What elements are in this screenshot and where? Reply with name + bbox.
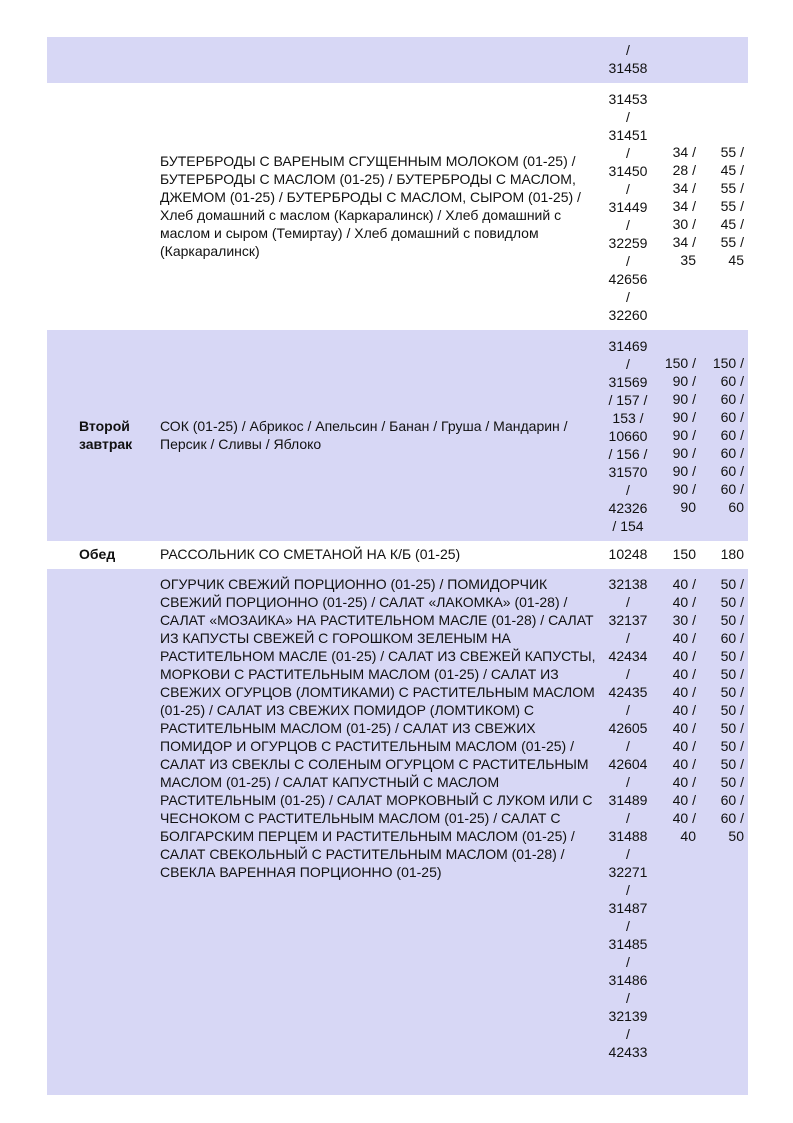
recipe-code: 153 / (612, 410, 644, 426)
portion-weight: 60 / (720, 408, 744, 425)
weight-cell-1 (653, 37, 700, 83)
portion-weight: 55 / (720, 233, 744, 250)
portion-weight: 28 / (672, 161, 696, 178)
portion-weight: 150 (672, 546, 696, 562)
meal-cell (47, 569, 154, 1095)
portion-weight: 40 / (672, 810, 696, 826)
portion-weight: 35 (680, 251, 696, 268)
portion-weight: 90 / (672, 444, 696, 461)
recipe-code: / (626, 738, 630, 754)
dish-cell: БУТЕРБРОДЫ С ВАРЕНЫМ СГУЩЕННЫМ МОЛОКОМ (01-25) / БУТЕРБРОДЫ С МАСЛОМ (01-25) / БУТЕРБРОДЫ С МАСЛОМ, ДЖЕМОМ (01-25) / БУТЕРБРОДЫ С МАСЛОМ, СЫРОМ (01-25) / Хлеб домашний с маслом (Каркаралинск) / Хлеб домашний с маслом и сыром (Темиртау) / Хлеб домашний с повидлом (Каркаралинск) (160, 152, 581, 259)
portion-weight: 50 / (720, 576, 744, 592)
portion-weight: 30 / (672, 612, 696, 628)
code-cell (603, 541, 653, 569)
portion-weight: 150 / (664, 354, 696, 371)
portion-weight: 60 / (720, 390, 744, 407)
recipe-code: / (626, 482, 630, 498)
portion-weight: 50 / (720, 774, 744, 790)
recipe-code: / (626, 666, 630, 682)
recipe-code: 42604 (608, 756, 648, 772)
portion-weight: 34 / (672, 143, 696, 160)
recipe-code: / (626, 846, 630, 862)
recipe-code: / (626, 181, 630, 197)
portion-weight: 50 / (720, 738, 744, 754)
portion-weight: 55 / (720, 143, 744, 160)
portion-weight: 60 / (720, 426, 744, 443)
portion-weight: 40 / (672, 702, 696, 718)
portion-weight: 40 / (672, 630, 696, 646)
recipe-code: 42434 (608, 648, 648, 664)
dish-cell: РАССОЛЬНИК СО СМЕТАНОЙ НА К/Б (01-25) (160, 546, 461, 562)
recipe-code: / (626, 109, 630, 125)
recipe-code: / (626, 217, 630, 233)
portion-weight: 50 / (720, 648, 744, 664)
portion-weight: 40 / (672, 576, 696, 592)
portion-weight: 50 / (720, 756, 744, 772)
recipe-code: / (626, 990, 630, 1006)
recipe-code: / 157 / (608, 392, 648, 408)
recipe-code: / (626, 594, 630, 610)
portion-weight: 180 (720, 546, 744, 562)
recipe-code: 31486 (608, 972, 648, 988)
recipe-code: 42656 (608, 271, 648, 287)
recipe-code: 32137 (608, 612, 648, 628)
code-cell (603, 37, 653, 83)
portion-weight: 60 / (720, 462, 744, 479)
portion-weight: 90 / (672, 462, 696, 479)
portion-weight: 50 / (720, 666, 744, 682)
recipe-code: 42326 (608, 500, 648, 516)
recipe-code: 31570 (608, 464, 648, 480)
portion-weight: 55 / (720, 179, 744, 196)
portion-weight: 34 / (672, 233, 696, 250)
portion-weight: 45 / (720, 215, 744, 232)
portion-weight: 40 / (672, 738, 696, 754)
recipe-code: 31453 (608, 91, 648, 107)
portion-weight: 60 / (720, 630, 744, 646)
dish-cell: ОГУРЧИК СВЕЖИЙ ПОРЦИОННО (01-25) / ПОМИДОРЧИК СВЕЖИЙ ПОРЦИОННО (01-25) / САЛАТ «ЛАКОМКА» (01-28) / САЛАТ «МОЗАИКА» НА РАСТИТЕЛЬНОМ МАСЛЕ (01-28) / САЛАТ ИЗ КАПУСТЫ СВЕЖЕЙ С ГОРОШКОМ ЗЕЛЕНЫМ НА РАСТИТЕЛЬНОМ МАСЛЕ (01-25) / САЛАТ ИЗ СВЕЖЕЙ КАПУСТЫ, МОРКОВИ С РАСТИТЕЛЬНЫМ МАСЛОМ (01-25) / САЛАТ ИЗ СВЕЖИХ ОГУРЦОВ (ЛОМТИКАМИ) С РАСТИТЕЛЬНЫМ МАСЛОМ (01-25) / САЛАТ ИЗ СВЕЖИХ ПОМИДОР (ЛОМТИКОМ) С РАСТИТЕЛЬНЫМ МАСЛОМ (01-25) / САЛАТ ИЗ СВЕЖИХ ПОМИДОР И ОГУРЦОВ С РАСТИТЕЛЬНЫМ МАСЛОМ (01-25) / САЛАТ ИЗ СВЕКЛЫ С СОЛЕНЫМ ОГУРЦОМ С РАСТИТЕЛЬНЫМ МАСЛОМ (01-25) / САЛАТ КАПУСТНЫЙ С МАСЛОМ РАСТИТЕЛЬНЫМ (01-25) / САЛАТ МОРКОВНЫЙ С ЛУКОМ ИЛИ С ЧЕСНОКОМ С РАСТИТЕЛЬНЫМ МАСЛОМ (01-25) / САЛАТ С БОЛГАРСКИМ ПЕРЦЕМ И РАСТИТЕЛЬНЫМ МАСЛОМ (01-25) / САЛАТ СВЕКОЛЬНЫЙ С РАСТИТЕЛЬНЫМ МАСЛОМ (01-28) / СВЕКЛА ВАРЕННАЯ ПОРЦИОННО (01-25) (154, 569, 603, 1095)
portion-weight: 34 / (672, 179, 696, 196)
recipe-code: 32271 (608, 864, 648, 880)
portion-weight: 50 (728, 828, 744, 844)
recipe-code: / (626, 954, 630, 970)
recipe-code: 31485 (608, 936, 648, 952)
portion-weight: 30 / (672, 215, 696, 232)
recipe-code: 31569 (608, 374, 648, 390)
portion-weight: 40 / (672, 792, 696, 808)
recipe-code: / (626, 289, 630, 305)
weight-cell-2 (700, 37, 748, 83)
weight-cell-1 (653, 83, 700, 330)
portion-weight: 60 / (720, 810, 744, 826)
recipe-code: / 154 (612, 518, 644, 534)
portion-weight: 90 / (672, 390, 696, 407)
recipe-code: / (626, 882, 630, 898)
weight-cell-1 (653, 569, 700, 1095)
portion-weight: 34 / (672, 197, 696, 214)
table-row (47, 83, 748, 330)
portion-weight: 60 / (720, 792, 744, 808)
recipe-code: 32139 (608, 1008, 648, 1024)
recipe-code: 31450 (608, 163, 648, 179)
dish-cell: СОК (01-25) / Абрикос / Апельсин / Банан / Груша / Мандарин / Персик / Сливы / Яблоко (154, 330, 603, 541)
recipe-code: / (626, 810, 630, 826)
dish-cell (154, 37, 603, 83)
recipe-code: 31488 (608, 828, 648, 844)
table-row (47, 541, 748, 569)
recipe-code: / (626, 1026, 630, 1042)
weight-cell-2 (700, 541, 748, 569)
recipe-code: 31487 (608, 900, 648, 916)
code-cell (603, 83, 653, 330)
portion-weight: 40 / (672, 684, 696, 700)
portion-weight: 40 / (672, 648, 696, 664)
portion-weight: 90 / (672, 408, 696, 425)
recipe-code: 31451 (608, 127, 648, 143)
weight-cell-2 (700, 83, 748, 330)
weight-cell-1 (653, 541, 700, 569)
weight-cell-2 (700, 330, 748, 541)
recipe-code: 32260 (608, 307, 648, 323)
recipe-code: 31489 (608, 792, 648, 808)
code-cell (603, 569, 653, 1095)
weight-cell-2 (700, 569, 748, 1095)
portion-weight: 40 / (672, 666, 696, 682)
portion-weight: 90 (680, 498, 696, 515)
recipe-code: 32138 (608, 576, 648, 592)
portion-weight: 40 (680, 828, 696, 844)
code-cell (603, 330, 653, 541)
meal-cell: Второй завтрак (47, 330, 154, 541)
recipe-code: / (626, 356, 630, 372)
recipe-code: 31458 (608, 60, 648, 76)
recipe-code: / 156 / (608, 446, 648, 462)
table-row (47, 37, 748, 83)
recipe-code: 42435 (608, 684, 648, 700)
meal-cell (47, 37, 154, 83)
recipe-code: / (626, 630, 630, 646)
recipe-code: / (626, 774, 630, 790)
portion-weight: 60 / (720, 372, 744, 389)
portion-weight: 40 / (672, 756, 696, 772)
recipe-code: 31449 (608, 199, 648, 215)
portion-weight: 150 / (712, 354, 744, 371)
recipe-code: 42605 (608, 720, 648, 736)
recipe-code: 32259 (608, 235, 648, 251)
portion-weight: 50 / (720, 720, 744, 736)
portion-weight: 60 / (720, 444, 744, 461)
recipe-code: 10660 (608, 428, 648, 444)
portion-weight: 90 / (672, 426, 696, 443)
portion-weight: 40 / (672, 594, 696, 610)
weight-cell-1 (653, 330, 700, 541)
portion-weight: 90 / (672, 480, 696, 497)
portion-weight: 50 / (720, 612, 744, 628)
portion-weight: 60 (728, 498, 744, 515)
portion-weight: 60 / (720, 480, 744, 497)
portion-weight: 55 / (720, 197, 744, 214)
recipe-code: 10248 (608, 546, 648, 562)
table-row (47, 569, 748, 1095)
recipe-code: / (626, 253, 630, 269)
portion-weight: 50 / (720, 684, 744, 700)
meal-cell (47, 83, 154, 330)
table-row (47, 330, 748, 541)
recipe-code: / (626, 702, 630, 718)
recipe-code: / (626, 145, 630, 161)
menu-table (47, 37, 748, 1095)
portion-weight: 40 / (672, 720, 696, 736)
portion-weight: 40 / (672, 774, 696, 790)
portion-weight: 45 (728, 251, 744, 268)
portion-weight: 90 / (672, 372, 696, 389)
portion-weight: 45 / (720, 161, 744, 178)
recipe-code: 42433 (608, 1044, 648, 1060)
recipe-code: / (626, 918, 630, 934)
portion-weight: 50 / (720, 702, 744, 718)
meal-cell: Обед (79, 546, 116, 562)
recipe-code: 31469 (608, 338, 648, 354)
portion-weight: 50 / (720, 594, 744, 610)
recipe-code: / (626, 42, 630, 58)
